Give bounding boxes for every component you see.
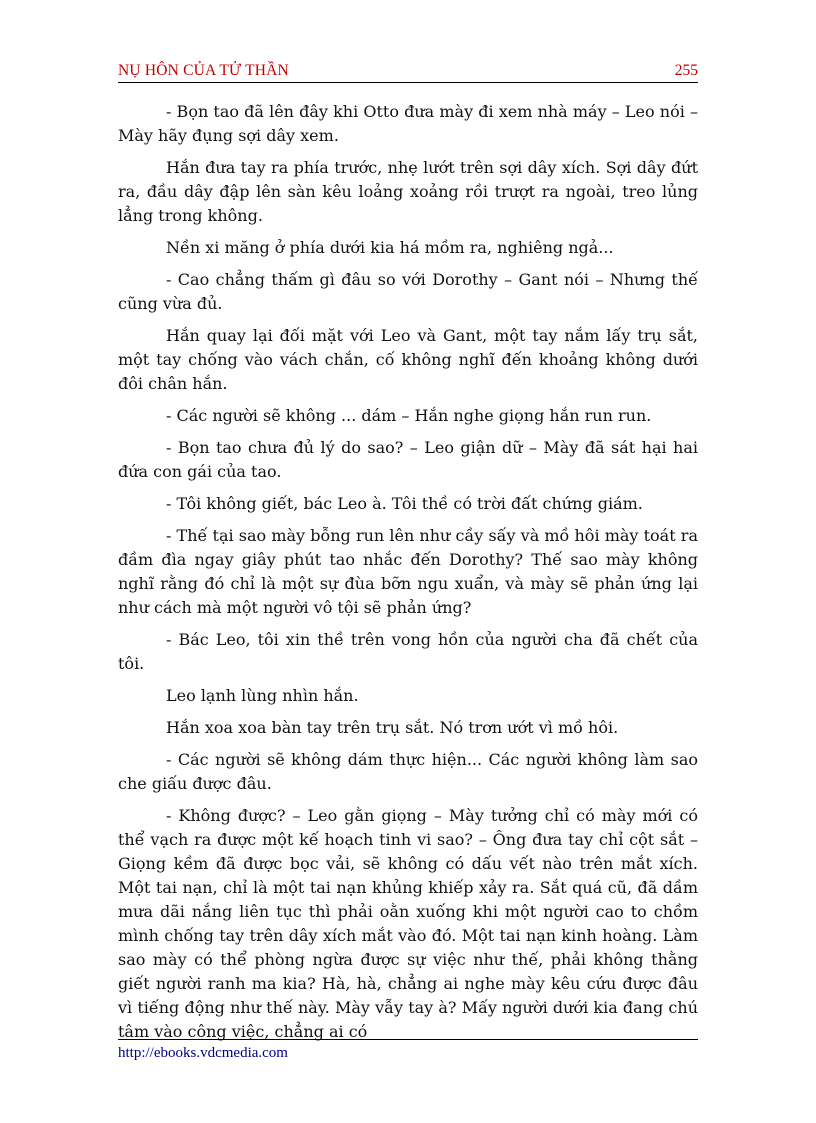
paragraph: Hắn quay lại đối mặt với Leo và Gant, một tay nắm lấy trụ sắt, một tay chống vào vách chắn, cố không nghĩ đến khoảng không dưới đôi chân hắn. [118,326,698,393]
page-body [118,100,698,1052]
page-header [118,60,698,83]
page-number: 255 [674,62,698,79]
paragraph: - Thế tại sao mày bỗng run lên như cầy sấy và mồ hôi mày toát ra đầm đìa ngay giây phút tao nhắc đến Dorothy? Thế sao mày không nghĩ rằng đó chỉ là một sự đùa bỡn ngu xuẩn, và mày sẽ phản ứng lại như cách mà một người vô tội sẽ phản ứng? [118,526,698,617]
paragraph: - Không được? – Leo gằn giọng – Mày tưởng chỉ có mày mới có thể vạch ra được một kế hoạch tinh vi sao? – Ông đưa tay chỉ cột sắt – Giọng kềm đã được bọc vải, sẽ không có dấu vết nào trên mắt xích. Một tai nạn, chỉ là một tai nạn khủng khiếp xảy ra. Sắt quá cũ, đã dầm mưa dãi nắng liên tục thì phải oằn xuống khi một người cao to chồm mình chống tay trên dây xích mắt vào đó. Một tai nạn kinh hoàng. Làm sao mày có thể phòng ngừa được sự việc như thế, phải không thằng giết người ranh ma kia? Hà, hà, chẳng ai nghe mày kêu cứu được đâu vì tiếng động như thế này. Mày vẫy tay à? Mấy người dưới kia đang chú tâm vào công việc, chẳng ai có [118,806,698,1041]
paragraph: - Các người sẽ không ... dám – Hắn nghe giọng hắn run run. [166,406,652,425]
paragraph: Nền xi măng ở phía dưới kia há mồm ra, nghiêng ngả... [166,238,614,257]
paragraph: Leo lạnh lùng nhìn hắn. [166,686,359,705]
footer-link[interactable]: http://ebooks.vdcmedia.com [118,1045,288,1061]
paragraph: Hắn xoa xoa bàn tay trên trụ sắt. Nó trơn ướt vì mồ hôi. [166,718,619,737]
paragraph: - Bọn tao chưa đủ lý do sao? – Leo giận dữ – Mày đã sát hại hai đứa con gái của tao. [118,438,698,481]
page-footer [118,1039,698,1062]
book-title: NỤ HÔN CỦA TỬ THẦN [118,62,289,79]
paragraph: - Các người sẽ không dám thực hiện... Các người không làm sao che giấu được đâu. [118,750,698,793]
paragraph: - Cao chẳng thấm gì đâu so với Dorothy – Gant nói – Nhưng thế cũng vừa đủ. [118,270,698,313]
paragraph: - Bác Leo, tôi xin thề trên vong hồn của người cha đã chết của tôi. [118,630,698,673]
paragraph: Hắn đưa tay ra phía trước, nhẹ lướt trên sợi dây xích. Sợi dây đứt ra, đầu dây đập lên sàn kêu loảng xoảng rồi trượt ra ngoài, treo lủng lẳng trong không. [118,158,698,225]
paragraph: - Bọn tao đã lên đây khi Otto đưa mày đi xem nhà máy – Leo nói – Mày hãy đụng sợi dây xem. [118,102,698,145]
paragraph: - Tôi không giết, bác Leo à. Tôi thề có trời đất chứng giám. [166,494,643,513]
